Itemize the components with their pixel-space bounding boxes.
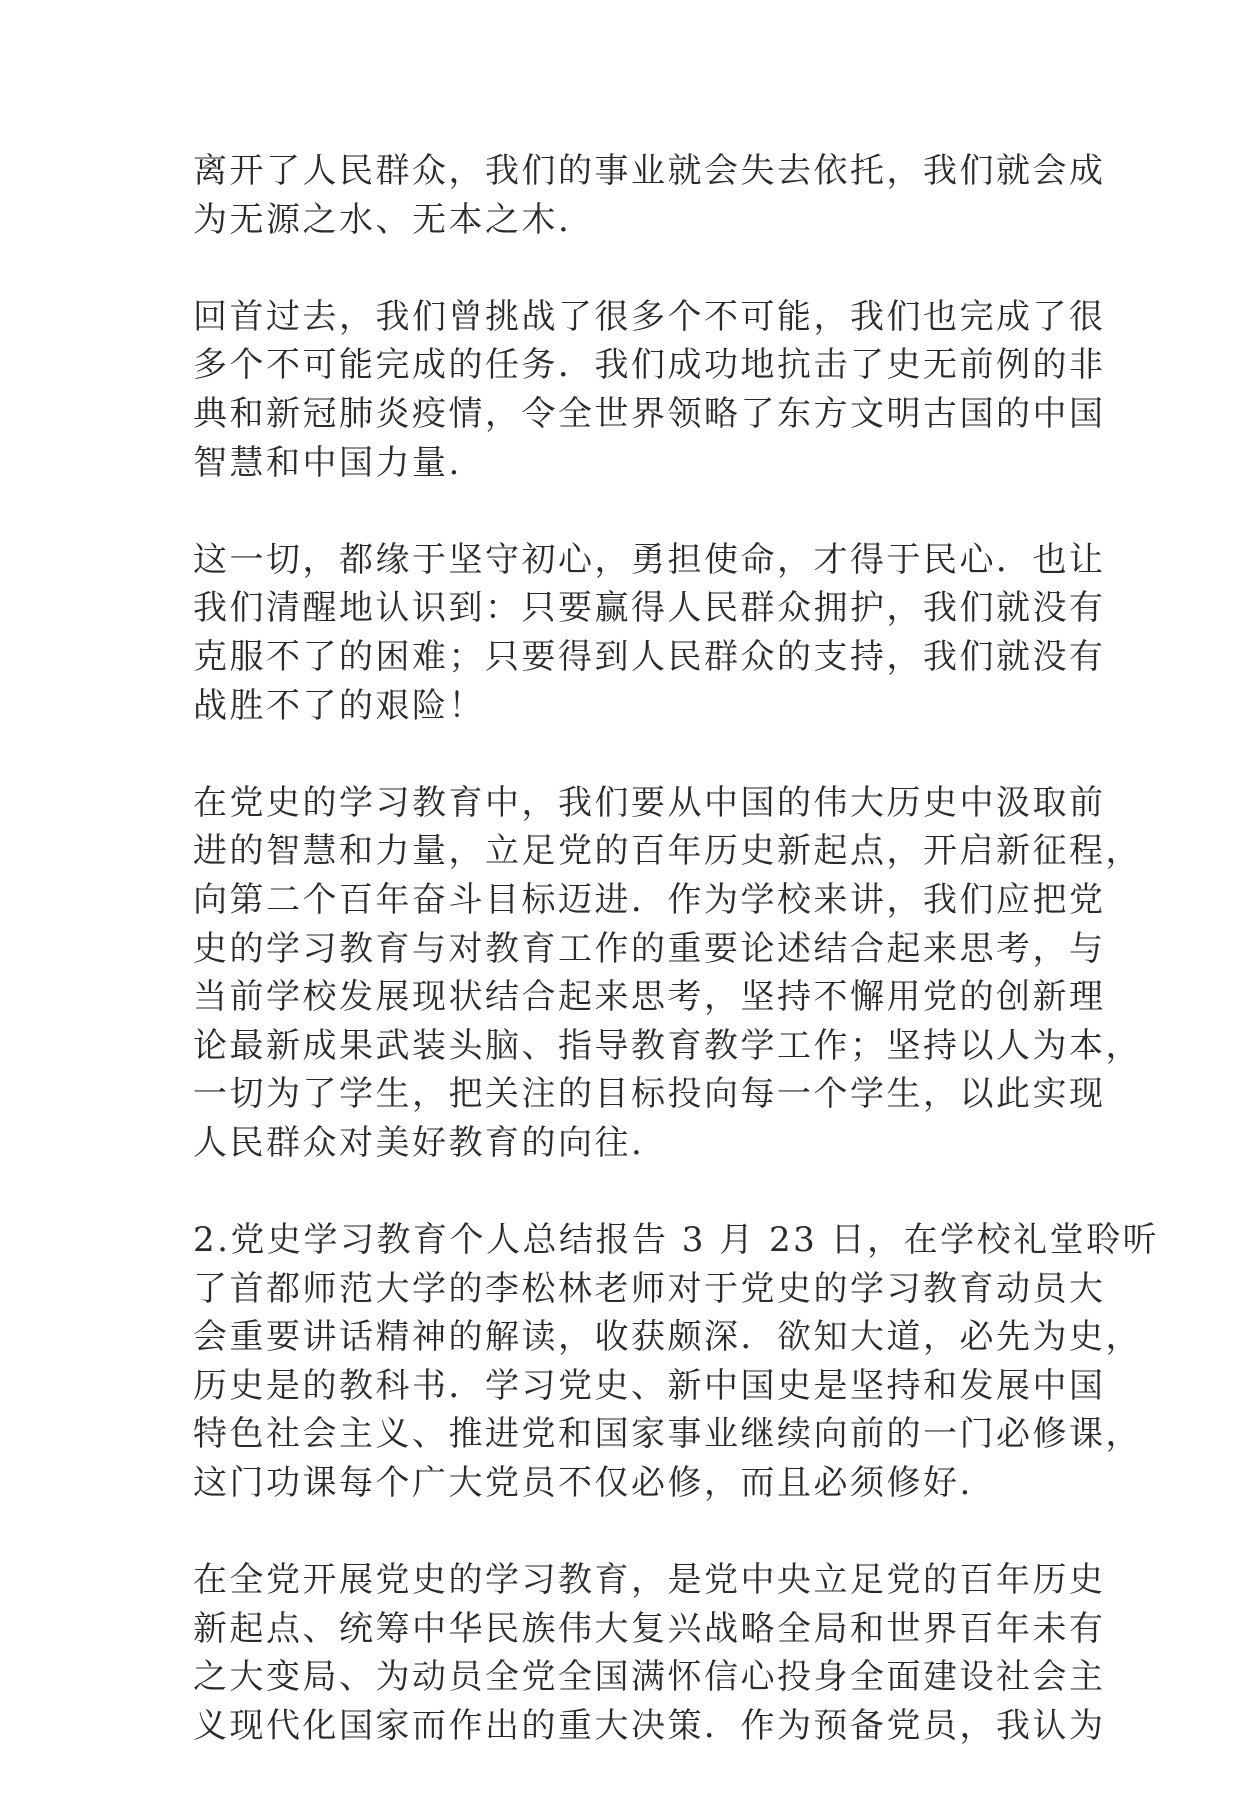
text-line: 义现代化国家而作出的重大决策．作为预备党员，我认为: [193, 1706, 1106, 1746]
text-line: 了首都师范大学的李松林老师对于党史的学习教育动员大: [193, 1268, 1106, 1309]
text-line: 多个不可能完成的任务．我们成功地抗击了史无前例的非: [193, 345, 1106, 386]
text-line: 2.党史学习教育个人总结报告 3 月 23 日，在学校礼堂聆听: [193, 1220, 1160, 1261]
text-line: 之大变局、为动员全党全国满怀信心投身全面建设社会主: [193, 1657, 1106, 1698]
text-line: 典和新冠肺炎疫情，令全世界领略了东方文明古国的中国: [193, 393, 1106, 434]
paragraph-3: [193, 536, 1106, 730]
text-line: 当前学校发展现状结合起来思考，坚持不懈用党的创新理: [193, 977, 1106, 1018]
paragraph-2: [193, 293, 1106, 487]
text-line: 进的智慧和力量，立足党的百年历史新起点，开启新征程，: [193, 831, 1142, 872]
text-line: 战胜不了的艰险！: [193, 685, 485, 726]
text-line: 克服不了的困难；只要得到人民群众的支持，我们就没有: [193, 636, 1106, 677]
text-line: 我们清醒地认识到：只要赢得人民群众拥护，我们就没有: [193, 588, 1106, 629]
paragraph-5: [193, 1216, 1160, 1508]
text-line: 回首过去，我们曾挑战了很多个不可能，我们也完成了很: [193, 296, 1106, 337]
text-line: 历史是的教科书．学习党史、新中国史是坚持和发展中国: [193, 1365, 1106, 1406]
text-line: 新起点、统筹中华民族伟大复兴战略全局和世界百年未有: [193, 1608, 1106, 1649]
text-line: 论最新成果武装头脑、指导教育教学工作；坚持以人为本，: [193, 1025, 1142, 1066]
text-line: 这门功课每个广大党员不仅必修，而且必须修好.: [193, 1463, 973, 1504]
text-line: 为无源之水、无本之木.: [193, 199, 572, 240]
text-line: 一切为了学生，把关注的目标投向每一个学生，以此实现: [193, 1074, 1106, 1115]
text-line: 在全党开展党史的学习教育，是党中央立足党的百年历史: [193, 1560, 1106, 1601]
text-line: 会重要讲话精神的解读，收获颇深．欲知大道，必先为史，: [193, 1317, 1142, 1358]
document-body: [193, 147, 1160, 1799]
text-line: 智慧和中国力量.: [193, 442, 462, 483]
paragraph-1: [193, 147, 1106, 244]
text-line: 向第二个百年奋斗目标迈进．作为学校来讲，我们应把党: [193, 879, 1106, 920]
text-line: 特色社会主义、推进党和国家事业继续向前的一门必修课，: [193, 1414, 1142, 1455]
text-line: 人民群众对美好教育的向往.: [193, 1122, 645, 1163]
text-line: 离开了人民群众，我们的事业就会失去依托，我们就会成: [193, 151, 1106, 191]
text-line: 在党史的学习教育中，我们要从中国的伟大历史中汲取前: [193, 782, 1106, 823]
paragraph-4: [193, 779, 1142, 1168]
paragraph-6: [193, 1556, 1106, 1750]
text-line: 史的学习教育与对教育工作的重要论述结合起来思考，与: [193, 928, 1106, 969]
text-line: 这一切，都缘于坚守初心，勇担使命，才得于民心．也让: [193, 539, 1106, 580]
